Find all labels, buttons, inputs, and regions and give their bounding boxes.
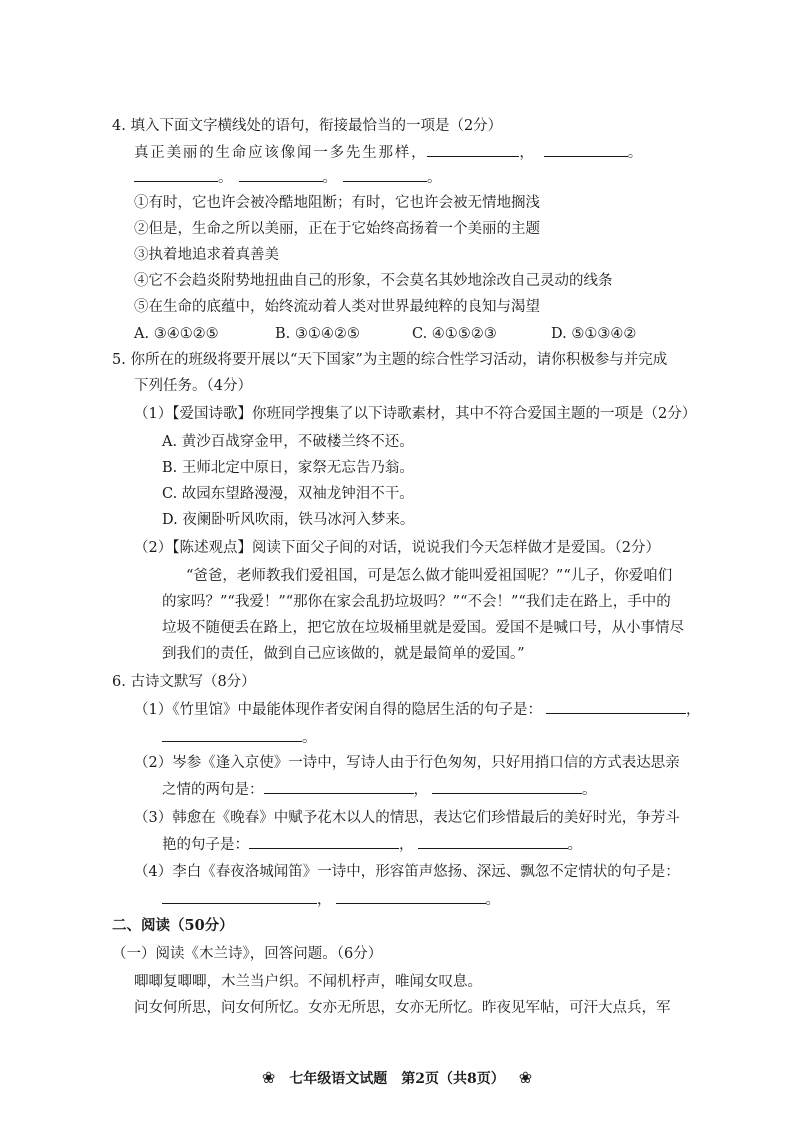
q6-item-3-period: 。 xyxy=(567,837,582,853)
q4-blank-5[interactable] xyxy=(343,168,427,182)
q6-item-1 xyxy=(134,700,700,720)
q6-item-3-comma: ， xyxy=(399,837,414,853)
q6-item-4-blank-2[interactable] xyxy=(336,890,486,904)
q4-period: 。 xyxy=(627,145,645,161)
q4-option-a[interactable]: A. ③④①②⑤ xyxy=(134,326,219,342)
q4-blank-row xyxy=(134,168,442,188)
q6-item-2-text: 之情的两句是： xyxy=(162,782,264,798)
q4-passage-text: 真正美丽的生命应该像闻一多先生那样， xyxy=(134,145,428,161)
flower-left-icon: ❀ xyxy=(261,1068,276,1087)
q6-item-2-line-2 xyxy=(162,780,597,800)
q4-stem: 4. 填入下面文字横线处的语句，衔接最恰当的一项是（2分） xyxy=(112,118,503,134)
q6-item-1-text: （1）《竹里馆》中最能体现作者安闲自得的隐居生活的句子是： xyxy=(134,702,542,718)
q6-item-4-comma: ， xyxy=(317,892,332,908)
q4-sentence-2: ②但是，生命之所以美丽，正在于它始终高扬着一个美丽的主题 xyxy=(134,221,540,237)
mulan-line-1: 唧唧复唧唧，木兰当户织。不闻机杼声，唯闻女叹息。 xyxy=(134,974,482,990)
q4-blank-3[interactable] xyxy=(134,168,218,182)
part-two-sub-heading: （一）阅读《木兰诗》，回答问题。（6分） xyxy=(112,946,383,962)
q6-item-1-line-2 xyxy=(162,728,317,748)
q6-item-3-blank-1[interactable] xyxy=(249,835,399,849)
q6-item-2-blank-1[interactable] xyxy=(264,780,414,794)
q6-item-1-blank-1[interactable] xyxy=(546,700,686,714)
q5-sub-2: （2）【陈述观点】阅读下面父子间的对话，说说我们今天怎样做才是爱国。（2分） xyxy=(134,540,660,556)
q4-period-3: 。 xyxy=(322,170,337,186)
q6-item-3-line-2 xyxy=(162,835,582,855)
q4-period-2: 。 xyxy=(218,170,233,186)
q5-sub-1: （1）【爱国诗歌】你班同学搜集了以下诗歌素材，其中不符合爱国主题的一项是（2分） xyxy=(134,406,697,422)
q4-option-c[interactable]: C. ④①⑤②③ xyxy=(412,326,497,342)
q4-sentence-5: ⑤在生命的底蕴中，始终流动着人类对世界最纯粹的良知与渴望 xyxy=(134,299,540,315)
q6-item-2: （2）岑参《逢入京使》一诗中，写诗人由于行色匆匆，只好用捎口信的方式表达思亲 xyxy=(134,755,680,771)
q6-item-4-blank-1[interactable] xyxy=(162,890,317,904)
q6-stem: 6. 古诗文默写（8分） xyxy=(112,674,256,690)
part-two-heading: 二、阅读（50分） xyxy=(112,917,234,934)
q5-option-b[interactable]: B. 王师北定中原日，家祭无忘告乃翁。 xyxy=(162,460,414,476)
q4-comma: ， xyxy=(519,145,536,161)
q6-item-2-comma: ， xyxy=(413,782,428,798)
q5-dialogue-2: 的家吗？”“我爱！”“那你在家会乱扔垃圾吗？”“不会！”“我们走在路上，手中的 xyxy=(162,594,671,610)
q5-dialogue-3: 垃圾不随便丢在路上，把它放在垃圾桶里就是爱国。爱国不是喊口号，从小事情尽 xyxy=(162,620,684,636)
q6-item-4: （4）李白《春夜洛城闻笛》一诗中，形容笛声悠扬、深远、飘忽不定情状的句子是： xyxy=(134,864,680,880)
q5-option-d[interactable]: D. 夜阑卧听风吹雨，铁马冰河入梦来。 xyxy=(162,512,415,528)
q4-sentence-1: ①有时，它也许会被冷酷地阻断；有时，它也许会被无情地搁浅 xyxy=(134,195,540,211)
flower-right-icon: ❀ xyxy=(518,1068,533,1087)
q5-stem-2: 下列任务。（4分） xyxy=(134,378,252,394)
q6-item-2-period: 。 xyxy=(582,782,597,798)
q6-item-4-period: 。 xyxy=(485,892,500,908)
q6-item-3-blank-2[interactable] xyxy=(418,835,568,849)
q6-item-4-line-2 xyxy=(162,890,500,910)
q6-item-1-blank-2[interactable] xyxy=(162,728,302,742)
q4-sentence-4: ④它不会趋炎附势地扭曲自己的形象，不会莫名其妙地涂改自己灵动的线条 xyxy=(134,273,613,289)
q4-passage xyxy=(134,143,644,163)
q4-period-4: 。 xyxy=(427,170,442,186)
q4-blank-4[interactable] xyxy=(239,168,323,182)
mulan-line-2: 问女何所思，问女何所忆。女亦无所思，女亦无所忆。昨夜见军帖，可汗大点兵，军 xyxy=(134,1000,671,1016)
q4-blank-1[interactable] xyxy=(427,143,519,157)
footer-text: 七年级语文试题 第2页（共8页） xyxy=(289,1071,505,1087)
page-footer xyxy=(0,1068,794,1088)
q6-item-2-blank-2[interactable] xyxy=(432,780,582,794)
q5-option-c[interactable]: C. 故园东望路漫漫，双袖龙钟泪不干。 xyxy=(162,486,414,502)
q5-dialogue-1: “爸爸，老师教我们爱祖国，可是怎么做才能叫爱祖国呢？”“儿子，你爱咱们 xyxy=(186,568,673,584)
q6-item-1-period: 。 xyxy=(302,730,317,746)
q6-item-1-comma: ， xyxy=(685,702,701,718)
q6-item-3: （3）韩愈在《晚春》中赋予花木以人的情思，表达它们珍惜最后的美好时光，争芳斗 xyxy=(134,810,680,826)
q5-option-a[interactable]: A. 黄沙百战穿金甲，不破楼兰终不还。 xyxy=(162,434,414,450)
q6-item-3-text: 艳的句子是： xyxy=(162,837,249,853)
q4-option-b[interactable]: B. ③①④②⑤ xyxy=(275,326,360,342)
q5-dialogue-4: 到我们的责任，做到自己应该做的，就是最简单的爱国。” xyxy=(162,646,525,662)
q4-blank-2[interactable] xyxy=(544,143,628,157)
q4-sentence-3: ③执着地追求着真善美 xyxy=(134,247,279,263)
q5-stem-1: 5. 你所在的班级将要开展以“天下国家”为主题的综合性学习活动，请你积极参与并完成 xyxy=(112,352,668,368)
q4-option-d[interactable]: D. ⑤①③④② xyxy=(551,326,637,342)
